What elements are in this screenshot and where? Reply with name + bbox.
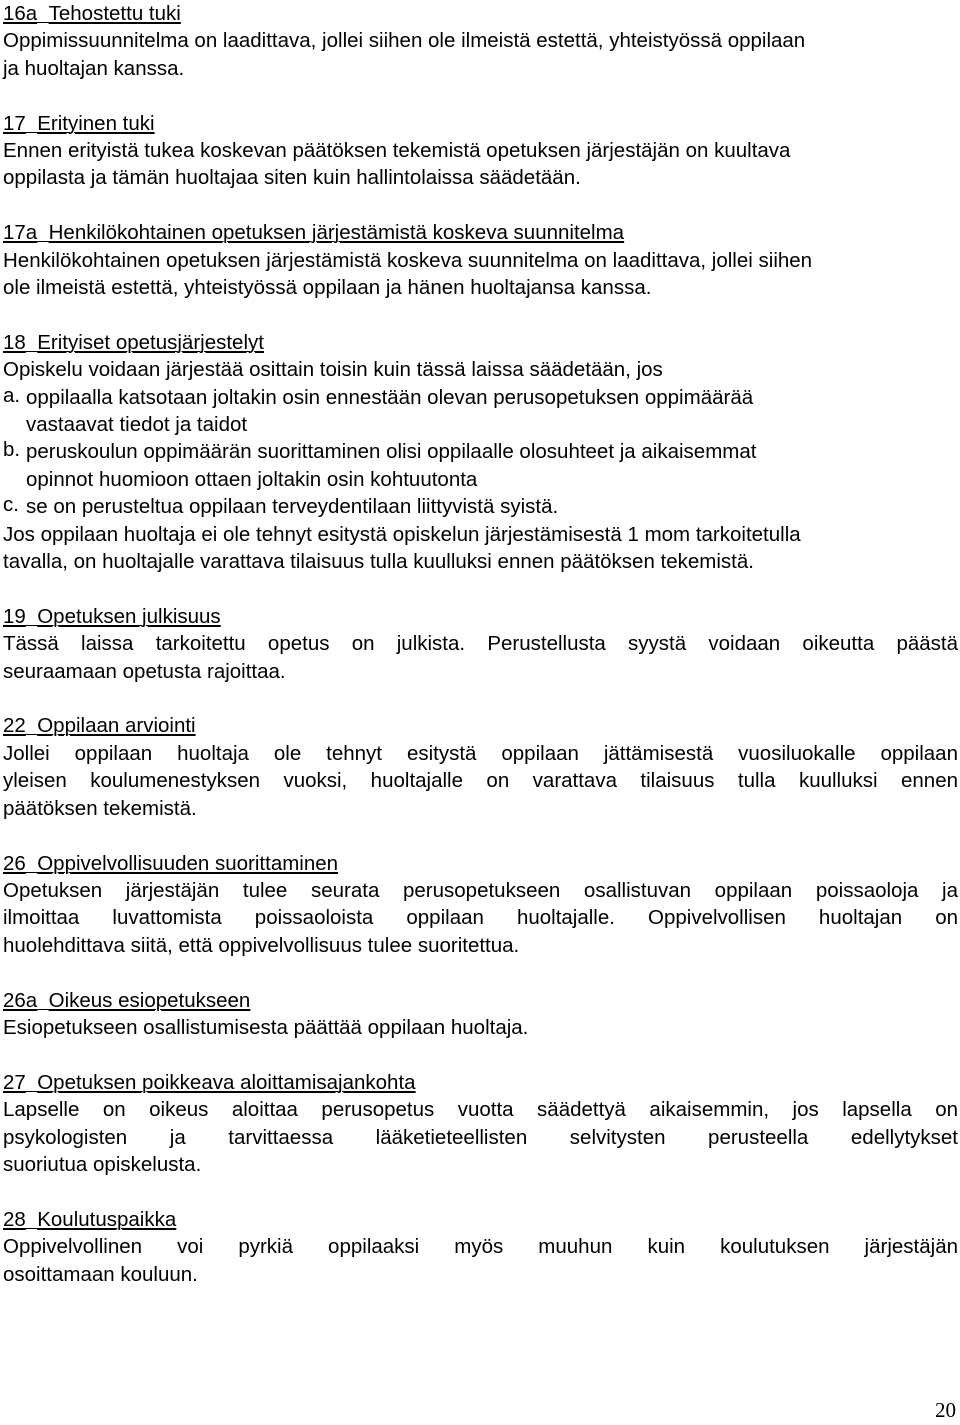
section-28 xyxy=(3,1206,958,1288)
section-heading xyxy=(3,1206,958,1233)
section-spacer xyxy=(3,192,958,219)
section-spacer xyxy=(3,959,958,986)
section-spacer xyxy=(3,685,958,712)
section-heading xyxy=(3,603,958,630)
paragraph-line: Oppivelvollinen voi pyrkiä oppilaaksi myös muuhun kuin koulutuksen järjestäjän xyxy=(3,1235,958,1259)
section-number: 26a xyxy=(3,988,38,1012)
list-marker: a. xyxy=(3,383,21,407)
list-item-line: peruskoulun oppimäärän suorittaminen olisi oppilaalle olosuhteet ja aikaisemmat xyxy=(26,440,757,464)
list-marker: b. xyxy=(3,438,21,462)
section-heading xyxy=(3,110,958,137)
paragraph-line: suoriutua opiskelusta. xyxy=(3,1152,202,1176)
section-spacer xyxy=(3,822,958,849)
paragraph-line: huolehdittava siitä, että oppivelvollisuus tulee suoritettua. xyxy=(3,933,520,957)
section-number: 17 xyxy=(3,111,26,135)
page-number: 20 xyxy=(935,1398,956,1422)
paragraph-line: Oppimissuunnitelma on laadittava, jollei siihen ole ilmeistä estettä, yhteistyössä oppilaan xyxy=(3,29,806,53)
section-number: 22 xyxy=(3,714,26,738)
section-17 xyxy=(3,110,958,192)
paragraph-line: Jos oppilaan huoltaja ei ole tehnyt esitystä opiskelun järjestämisestä 1 mom tarkoitetulla xyxy=(3,522,801,546)
section-22 xyxy=(3,712,958,822)
section-heading xyxy=(3,712,958,739)
section-26 xyxy=(3,850,958,960)
section-symbol-gap xyxy=(26,1208,37,1231)
section-heading xyxy=(3,219,958,246)
list-item-line: se on perusteltua oppilaan terveydentilaan liittyvistä syistä. xyxy=(26,495,559,519)
section-symbol-gap xyxy=(26,714,37,737)
section-number: 17a xyxy=(3,221,38,245)
section-spacer xyxy=(3,1178,958,1205)
section-19 xyxy=(3,603,958,685)
section-27 xyxy=(3,1069,958,1179)
list-item-line: opinnot huomioon ottaen joltakin osin kohtuutonta xyxy=(26,467,478,491)
list-marker: c. xyxy=(3,493,19,517)
section-intro: Opiskelu voidaan järjestää osittain toisin kuin tässä laissa säädetään, jos xyxy=(3,358,663,382)
paragraph-line: osoittamaan kouluun. xyxy=(3,1262,198,1286)
paragraph-line: Esiopetukseen osallistumisesta päättää oppilaan huoltaja. xyxy=(3,1015,529,1039)
section-title: Erityiset opetusjärjestelyt xyxy=(37,330,264,354)
section-title: Koulutuspaikka xyxy=(37,1207,177,1231)
section-17a xyxy=(3,219,958,301)
paragraph-line: Tässä laissa tarkoitettu opetus on julkista. Perustellusta syystä voidaan oikeutta päästä xyxy=(3,632,958,656)
section-number: 18 xyxy=(3,330,26,354)
document-body xyxy=(3,0,958,1288)
section-symbol-gap xyxy=(37,989,48,1012)
section-number: 16a xyxy=(3,2,38,25)
section-title: Henkilökohtainen opetuksen järjestämistä koskeva suunnitelma xyxy=(48,221,625,245)
section-spacer xyxy=(3,301,958,328)
paragraph-line: oppilasta ja tämän huoltajaa siten kuin hallintolaissa säädetään. xyxy=(3,166,581,190)
paragraph-line: Henkilökohtainen opetuksen järjestämistä koskeva suunnitelma on laadittava, jollei siihen xyxy=(3,248,813,272)
paragraph-line: ilmoittaa luvattomista poissaoloista oppilaan huoltajalle. Oppivelvollisen huoltajan on xyxy=(3,906,958,930)
list-item xyxy=(3,384,958,439)
section-number: 28 xyxy=(3,1207,26,1231)
section-26a xyxy=(3,987,958,1042)
section-heading xyxy=(3,1069,958,1096)
section-title: Opetuksen poikkeava aloittamisajankohta xyxy=(37,1070,416,1094)
paragraph-line: psykologisten ja tarvittaessa lääketieteellisten selvitysten perusteella edellytykset xyxy=(3,1125,958,1149)
section-18 xyxy=(3,329,958,576)
paragraph-line: seuraamaan opetusta rajoittaa. xyxy=(3,659,286,683)
section-title: Tehostettu tuki xyxy=(48,2,181,25)
paragraph-line: Opetuksen järjestäjän tulee seurata perusopetukseen osallistuvan oppilaan poissaoloja ja xyxy=(3,878,958,902)
list-item xyxy=(3,438,958,493)
section-symbol-gap xyxy=(26,605,37,628)
section-symbol-gap xyxy=(26,112,37,135)
section-symbol-gap xyxy=(26,852,37,875)
section-title: Opetuksen julkisuus xyxy=(37,604,221,628)
section-heading xyxy=(3,329,958,356)
paragraph-line: tavalla, on huoltajalle varattava tilaisuus tulla kuulluksi ennen päätöksen tekemistä. xyxy=(3,550,754,574)
list-item-line: oppilaalla katsotaan joltakin osin ennestään olevan perusopetuksen oppimäärää xyxy=(26,385,754,409)
paragraph-line: päätöksen tekemistä. xyxy=(3,796,197,820)
section-heading xyxy=(3,0,958,27)
section-spacer xyxy=(3,575,958,602)
section-spacer xyxy=(3,1041,958,1068)
section-number: 27 xyxy=(3,1070,26,1094)
paragraph-line: Jollei oppilaan huoltaja ole tehnyt esitystä oppilaan jättämisestä vuosiluokalle oppilaan xyxy=(3,741,958,765)
section-title: Oppilaan arviointi xyxy=(37,714,196,738)
section-title: Erityinen tuki xyxy=(37,111,155,135)
paragraph-line: Ennen erityistä tukea koskevan päätöksen tekemistä opetuksen järjestäjän on kuultava xyxy=(3,139,791,163)
paragraph-line: ja huoltajan kanssa. xyxy=(3,56,185,80)
section-heading xyxy=(3,987,958,1014)
section-16a xyxy=(3,0,958,82)
section-symbol-gap xyxy=(37,221,48,244)
section-number: 19 xyxy=(3,604,26,628)
list-item xyxy=(3,493,958,520)
section-symbol-gap xyxy=(26,331,37,354)
section-spacer xyxy=(3,82,958,109)
section-number: 26 xyxy=(3,851,26,875)
section-title: Oppivelvollisuuden suorittaminen xyxy=(37,851,339,875)
paragraph-line: Lapselle on oikeus aloittaa perusopetus vuotta säädettyä aikaisemmin, jos lapsella on xyxy=(3,1098,958,1122)
paragraph-line: ole ilmeistä estettä, yhteistyössä oppilaan ja hänen huoltajansa kanssa. xyxy=(3,276,652,300)
section-heading xyxy=(3,850,958,877)
list-item-line: vastaavat tiedot ja taidot xyxy=(26,413,248,437)
section-symbol-gap xyxy=(26,1071,37,1094)
section-title: Oikeus esiopetukseen xyxy=(48,988,251,1012)
section-symbol-gap xyxy=(37,2,48,25)
paragraph-line: yleisen koulumenestyksen vuoksi, huoltajalle on varattava tilaisuus tulla kuulluksi ennen xyxy=(3,769,958,793)
